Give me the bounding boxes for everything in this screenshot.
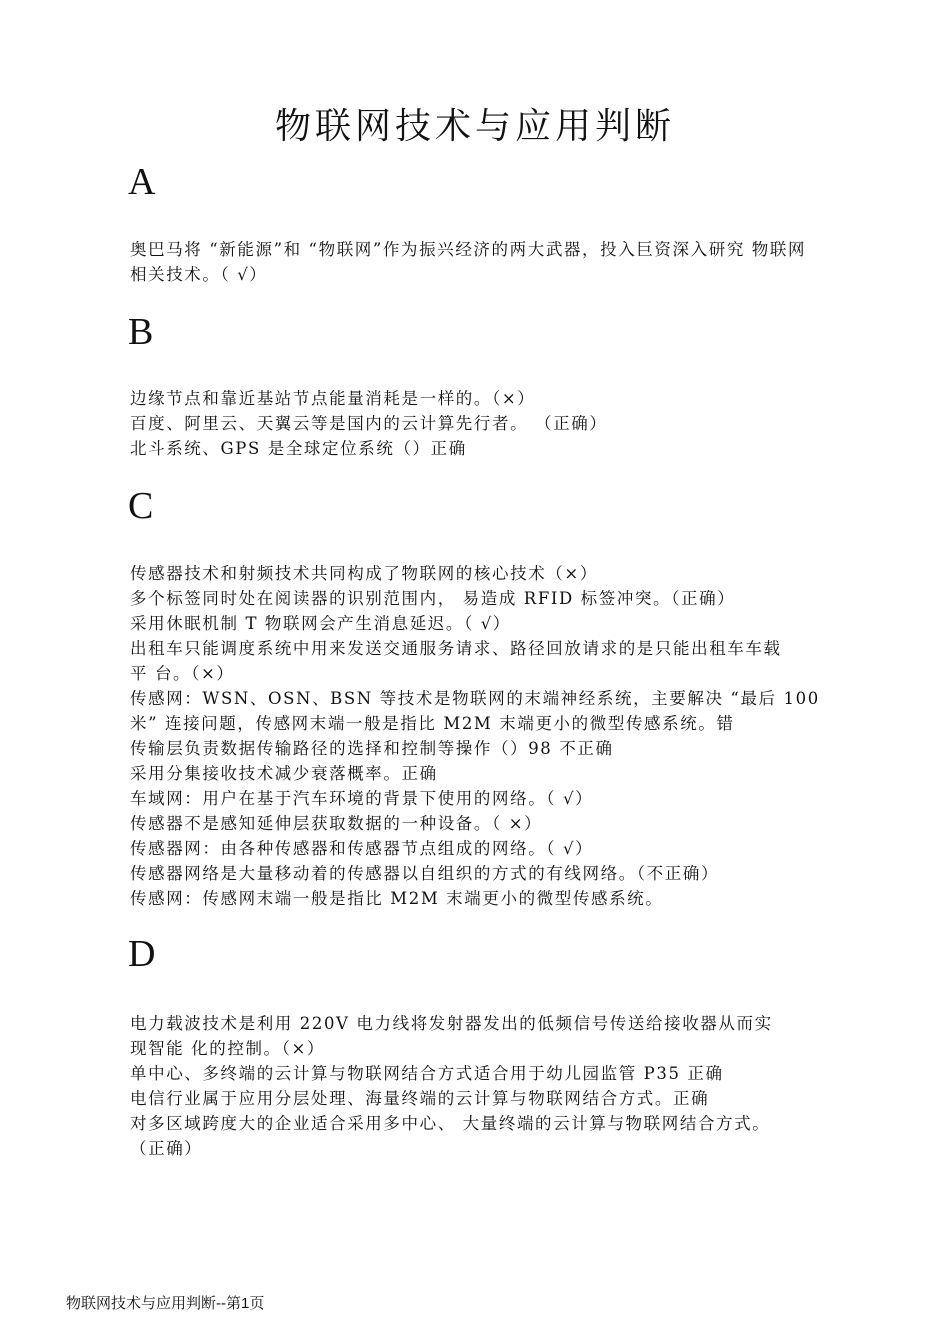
statement-line: 多个标签同时处在阅读器的识别范围内， 易造成 RFID 标签冲突。（正确） <box>130 589 736 608</box>
statement-line: 传感网：传感网末端一般是指比 M2M 末端更小的微型传感系统。 <box>130 889 664 908</box>
section-heading-d: D <box>128 933 156 975</box>
statement-line: 车域网：用户在基于汽车环境的背景下使用的网络。（ √） <box>130 789 594 808</box>
statement-line: 单中心、多终端的云计算与物联网结合方式适合用于幼儿园监管 P35 正确 <box>130 1064 724 1083</box>
statement-line: （正确） <box>130 1139 203 1158</box>
statement-line: 采用休眠机制 T 物联网会产生消息延迟。（ √） <box>130 614 511 633</box>
statement-line: 相关技术。（ √） <box>130 265 268 284</box>
statement-line: 现智能 化的控制。（×） <box>130 1039 326 1058</box>
page-title: 物联网技术与应用判断 <box>274 106 675 147</box>
statement-line: 传感网：WSN、OSN、BSN 等技术是物联网的末端神经系统，主要解决 “最后 100 <box>130 689 820 708</box>
statement-line: 传输层负责数据传输路径的选择和控制等操作（）98 不正确 <box>130 739 614 758</box>
statement-line: 出租车只能调度系统中用来发送交通服务请求、路径回放请求的是只能出租车车载 <box>130 639 782 658</box>
statement-line: 米” 连接问题，传感网末端一般是指比 M2M 末端更小的微型传感系统。错 <box>130 714 735 733</box>
section-heading-a: A <box>128 161 156 203</box>
section-heading-b: B <box>128 311 154 353</box>
statement-line: 采用分集接收技术减少衰落概率。正确 <box>130 764 438 783</box>
statement-line: 电信行业属于应用分层处理、海量终端的云计算与物联网结合方式。正确 <box>130 1089 710 1108</box>
statement-line: 传感器不是感知延伸层获取数据的一种设备。（ ×） <box>130 814 543 833</box>
statement-line: 百度、阿里云、天翼云等是国内的云计算先行者。 （正确） <box>130 414 608 433</box>
statement-line: 奥巴马将 “新能源”和 “物联网”作为振兴经济的两大武器，投入巨资深入研究 物联网 <box>130 240 807 259</box>
statement-line: 边缘节点和靠近基站节点能量消耗是一样的。（×） <box>130 389 536 408</box>
statement-line: 对多区域跨度大的企业适合采用多中心、 大量终端的云计算与物联网结合方式。 <box>130 1114 771 1133</box>
statement-line: 传感器网络是大量移动着的传感器以自组织的方式的有线网络。（不正确） <box>130 864 720 883</box>
statement-line: 传感器网：由各种传感器和传感器节点组成的网络。（ √） <box>130 839 594 858</box>
statement-line: 北斗系统、GPS 是全球定位系统（）正确 <box>130 439 467 458</box>
statement-line: 电力载波技术是利用 220V 电力线将发射器发出的低频信号传送给接收器从而实 <box>130 1014 773 1033</box>
statement-line: 平 台。（×） <box>130 664 235 683</box>
section-heading-c: C <box>128 485 154 527</box>
statement-line: 传感器技术和射频技术共同构成了物联网的核心技术（×） <box>130 564 598 583</box>
page-footer: 物联网技术与应用判断--第1页 <box>66 1295 265 1312</box>
